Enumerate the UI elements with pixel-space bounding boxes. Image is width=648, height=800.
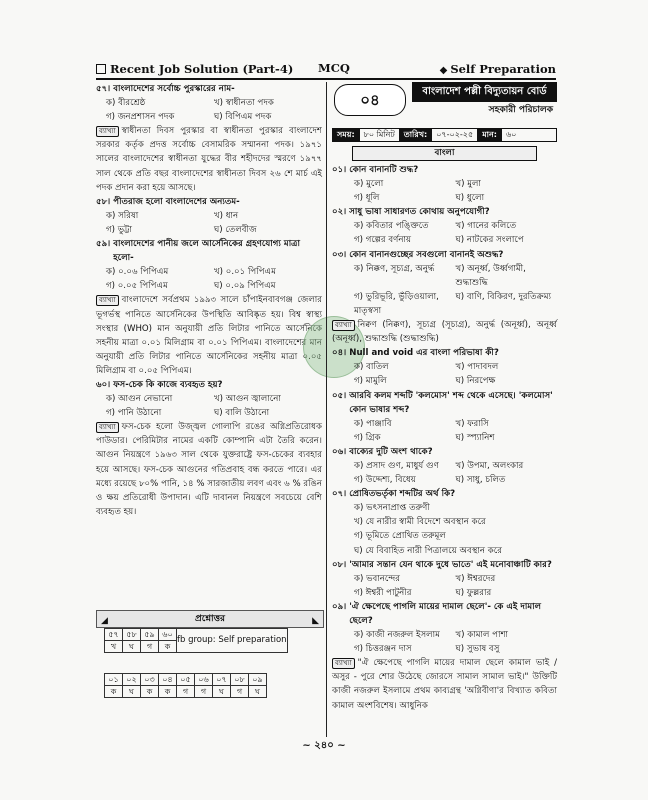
answer-number: ০৪ <box>159 674 177 686</box>
question-text <box>332 389 557 417</box>
subject-title: বাংলা <box>352 146 537 161</box>
column-divider <box>326 82 327 737</box>
answer-key-title: ◢ প্রশ্নোত্তর ◣ <box>96 610 324 628</box>
question-number: ৫৯। <box>96 239 111 250</box>
question-item <box>332 600 557 713</box>
option: ঘ) যে বিবাহিত নারী পিত্রালয়ে অবস্থান করে <box>354 545 502 556</box>
header-left: Recent Job Solution (Part-4) <box>96 62 293 76</box>
answer-value: ঘ <box>123 686 141 698</box>
question-stem: ফস-চেক কি কাজে ব্যবহৃত হয়? <box>113 379 223 390</box>
explanation <box>96 420 322 519</box>
option: গ) ০.০৫ পিপিএম <box>106 281 168 292</box>
option: ক) বীরশ্রেষ্ঠ <box>106 98 146 109</box>
question-stem: আরবি কলম শব্দটি 'কলমোস' শব্দ থেকে এসেছে। 'কলমোস' কোন ভাষার শব্দ? <box>349 390 553 415</box>
options-grid <box>96 392 322 420</box>
question-stem: 'আমার সন্তান যেন থাকে দুধে ভাতে' এই মনোবাঞ্চাটি কার? <box>349 559 552 570</box>
question-number: ০২। <box>332 207 347 218</box>
option: ঘ) সুভাষ বসু <box>455 644 500 655</box>
question-text <box>96 378 322 392</box>
question-number: ০৭। <box>332 489 347 500</box>
answer-number: ৫৯ <box>141 629 159 641</box>
answer-value: ক <box>159 641 177 653</box>
answer-number: ০১ <box>105 674 123 686</box>
question-number: ০৩। <box>332 249 347 260</box>
explanation-tag: ব্যাখ্যা <box>332 320 355 331</box>
answer-number: ৫৭ <box>105 629 123 641</box>
question-stem: প্রোষিতভর্তৃকা শব্দটির অর্থ কি? <box>349 489 456 500</box>
checkbox-icon <box>96 64 106 74</box>
explanation-text: নিক্বণ (নিক্কণ), সূচ্যগ্র (সূচ্যগ্র), অনুর্দ্ধ (অনূর্ধ্ব), অনূর্ধ্ব (অনূর্ধ্ব), শুদ্ধাশুদ্ধি (শুদ্ধাশুদ্ধি) <box>332 320 557 345</box>
explanation <box>332 318 557 346</box>
answer-number: ০৬ <box>195 674 213 686</box>
question-stem: Null and void এর বাংলা পরিভাষা কী? <box>349 348 499 359</box>
header-right: ◆ Self Preparation <box>439 62 556 76</box>
right-questions <box>332 163 557 713</box>
question-item <box>96 378 322 519</box>
answer-number: ০২ <box>123 674 141 686</box>
page-number: ~ ২৪০ ~ <box>302 740 346 751</box>
options-grid <box>96 209 322 237</box>
option: গ) ভূমিতে প্রোথিত তরুমূল <box>354 531 446 542</box>
option: গ) উদ্দেশ্য, বিধেয় <box>354 475 416 486</box>
question-stem: বাক্যের দুটি অংশ থাকে? <box>349 446 433 457</box>
question-item <box>332 248 557 347</box>
question-number: ৫৮। <box>96 196 111 207</box>
explanation-text: ফস-চেক হলো উজ্জ্বল গোলাপি রঙের অগ্নিপ্রতিরোধক পাউডার। পেরিমিটার নামের একটি কোম্পানি এটা তৈরি করেন। আগুন নিয়ন্ত্রণে ১৯৬৩ সাল থেকে যুক্তরাষ্ট্রে ফস-চেকের ব্যবহার হয়ে আসছে। ফস-চেক আগুনের গতিপ্রবাহ বন্ধ করতে পারে। এর মধ্যে রয়েছে ৮০% পানি, ১৪ % সারজাতীয় লবণ এবং ৬ % রঙিন ও ক্ষয় প্রতিরোধী উপাদান। এটি দাবানল নিয়ন্ত্রণে সবচেয়ে বেশি ব্যবহৃত হয়। <box>96 422 322 517</box>
option: খ) ফরাসি <box>455 418 489 429</box>
answer-key-table-2 <box>104 673 267 698</box>
options-grid <box>332 262 557 318</box>
answer-number: ০৮ <box>231 674 249 686</box>
answer-value: ক <box>141 686 159 698</box>
option: গ) চিত্তরঞ্জন দাস <box>354 644 412 655</box>
option: গ) গল্পের বর্ণনায় <box>354 235 412 246</box>
options-grid <box>332 219 557 247</box>
question-item <box>96 82 322 195</box>
question-text <box>332 600 557 628</box>
explanation-tag: ব্যাখ্যা <box>96 295 119 306</box>
question-number: ৬০। <box>96 379 111 390</box>
option: ক) আগুন নেভানো <box>106 394 173 405</box>
answer-value: ঘ <box>213 686 231 698</box>
explanation-tag: ব্যাখ্যা <box>96 422 119 433</box>
question-item <box>332 445 557 487</box>
group-label: fb group: Self preparation <box>177 629 288 653</box>
question-number: ০৪। <box>332 348 347 359</box>
option: খ) ০.০১ পিপিএম <box>214 267 276 278</box>
exam-header <box>332 82 557 126</box>
explanation-text: "ঐ ক্ষেপেছে পাগলি মায়ের দামাল ছেলে কামাল ভাই / অসুর - পুরে শোর উঠেছে জোরসে সামাল সামাল ভাই।" উক্তিটি কাজী নজরুল ইসলামে প্রথম কাব্যগ্রন্থ 'অগ্নিবীণা'র বিখ্যাত কবিতা কামাল অংশবিশেষ। আধুনিক <box>332 658 557 711</box>
diamond-icon: ◆ <box>439 65 448 76</box>
option: ক) মুলো <box>354 179 384 190</box>
question-stem: কোন বানানগুচ্ছের সবগুলো বানানই অশুদ্ধ? <box>349 249 504 260</box>
question-text <box>96 195 322 209</box>
answer-value: গ <box>141 641 159 653</box>
question-stem: সাধু ভাষা সাধারণত কোথায় অনুপযোগী? <box>349 207 490 218</box>
question-stem: 'ঐ ক্ষেপেছে পাগলি মায়ের দামাল ছেলে'- কে এই দামাল ছেলে? <box>349 601 542 626</box>
option: খ) উপমা, অলংকার <box>455 460 524 471</box>
option: গ) মামুলি <box>354 376 387 387</box>
answer-value: ক <box>159 686 177 698</box>
question-number: ৫৭। <box>96 84 111 94</box>
option: ক) ভবানন্দের <box>354 573 400 584</box>
option: খ) গানের কলিতে <box>455 221 517 232</box>
option: ক) কবিতার পঙ্ক্তিতে <box>354 221 429 232</box>
option: খ) যে নারীর স্বামী বিদেশে অবস্থান করে <box>354 517 486 528</box>
answer-number: ০৯ <box>249 674 267 686</box>
question-number: ০৯। <box>332 601 347 612</box>
options-grid <box>332 360 557 388</box>
option: ঘ) বালি উঠানো <box>214 408 270 419</box>
options-grid <box>332 628 557 656</box>
triangle-icon: ◣ <box>312 616 319 626</box>
options-grid <box>332 177 557 205</box>
option: ঘ) বিপিএম পদক <box>214 112 272 123</box>
option: ঘ) নাটকের সংলাপে <box>455 235 524 246</box>
answer-number: ০৩ <box>141 674 159 686</box>
option: গ) ভুরিভূরি, ভুঁড়িওয়ালা, মাতৃস্বসা <box>354 291 439 316</box>
answer-value: খ <box>105 641 123 653</box>
question-text <box>332 487 557 501</box>
explanation-text: স্বাধীনতা দিবস পুরস্কার বা স্বাধীনতা পুরস্কার বাংলাদেশ সরকার কর্তৃক প্রদত্ত সর্বোচ্চ বেসামরিক সম্মাননা পদক। ১৯৭১ সালের বাংলাদেশের স্বাধীনতা যুদ্ধের বীর শহীদদের স্মরণে ১৯৭৭ সাল থেকে প্রতি বছর বাংলাদেশের স্বাধীনতা দিবস ২৬ শে মার্চ এই পদক প্রদান করা হয়ে আসছে। <box>96 126 322 193</box>
answer-number: ৫৮ <box>123 629 141 641</box>
question-text <box>96 237 322 265</box>
option: গ) জনপ্রশাসন পদক <box>106 112 175 123</box>
question-item <box>332 558 557 600</box>
answer-value: ক <box>105 686 123 698</box>
option: খ) আগুন জ্বালানো <box>214 394 281 405</box>
answer-value: গ <box>177 686 195 698</box>
answer-value: গ <box>231 686 249 698</box>
answer-number: ০৭ <box>213 674 231 686</box>
option: খ) স্বাধীনতা পদক <box>214 98 274 109</box>
question-text <box>332 248 557 262</box>
option: গ) পানি উঠানো <box>106 408 162 419</box>
explanation-tag: ব্যাখ্যা <box>332 658 355 669</box>
option: খ) ধান <box>214 210 239 221</box>
option: ঘ) সাধু, চলিত <box>455 475 506 486</box>
organization-name: বাংলাদেশ পল্লী বিদ্যুতায়ন বোর্ড <box>412 82 557 102</box>
question-number: ০১। <box>332 165 347 175</box>
question-item <box>332 389 557 445</box>
option: ক) ভৎসনাপ্রাপ্ত তরুণী <box>354 503 430 514</box>
option: গ) গ্রিক <box>354 432 381 443</box>
option: ক) সরিষা <box>106 210 139 221</box>
option: ঘ) ফুল্লরার <box>455 587 492 598</box>
answer-value: গ <box>195 686 213 698</box>
answer-key-table-1 <box>104 628 288 653</box>
exam-number: ০৪ <box>334 84 406 116</box>
option: খ) কামাল পাশা <box>455 630 509 641</box>
options-grid <box>332 459 557 487</box>
option: ঘ) নিরপেক্ষ <box>455 376 496 387</box>
option: ক) বাতিল <box>354 362 389 373</box>
question-text <box>332 205 557 219</box>
question-item <box>96 237 322 378</box>
question-number: ০৫। <box>332 390 347 401</box>
question-item <box>332 163 557 205</box>
option: ক) প্রসাদ গুণ, মাধুর্য গুণ <box>354 460 439 471</box>
option: ক) কাজী নজরুল ইসলাম <box>354 630 440 641</box>
answer-number: ০৫ <box>177 674 195 686</box>
option: ঘ) ধুলো <box>455 193 485 204</box>
question-text <box>96 82 322 96</box>
option: ঘ) স্প্যানিশ <box>455 432 495 443</box>
option: গ) ধূলি <box>354 193 380 204</box>
option: খ) মুলা <box>455 179 481 190</box>
header-center: MCQ <box>318 61 350 75</box>
answer-number: ৬০ <box>159 629 177 641</box>
option: ঘ) বাণি, বিকিরণ, দুরতিক্রম্য <box>455 291 551 302</box>
question-stem: বাংলাদেশের পানীয় জলে আর্সেনিকের গ্রহণযোগ্য মাত্রা হলো- <box>113 239 300 264</box>
question-item <box>332 487 557 557</box>
question-stem: কোন বানানটি শুদ্ধ? <box>349 165 419 175</box>
answer-value: ঘ <box>123 641 141 653</box>
options-grid <box>332 572 557 600</box>
right-column <box>332 82 557 713</box>
explanation-text: বাংলাদেশে সর্বপ্রথম ১৯৯৩ সালে চাঁপাইনবাবগঞ্জ জেলার ভূগর্ভস্থ পানিতে আর্সেনিকের উপস্থিতি আবিষ্কৃত হয়। বিশ্ব স্বাস্থ্য সংস্থার (WHO) মান অনুযায়ী প্রতি লিটার পানিতে আর্সেনিকে সহনীয় মাত্রা ০.০১ মিলিগ্রাম বা ০.০১ পিপিএম। বাংলাদেশের মান অনুযায়ী প্রতি লিটার পানিতে আর্সেনিকের সহনীয় মাত্রা ০.০৫ মিলিগ্রাম বা ০.০৫ পিপিএম। <box>96 295 322 376</box>
options-grid <box>96 265 322 293</box>
option: গ) ভুট্টা <box>106 224 133 235</box>
question-item <box>332 346 557 388</box>
question-text <box>332 558 557 572</box>
option: গ) ঈশ্বরী পাটুনীর <box>354 587 412 598</box>
options-list <box>332 501 557 557</box>
question-number: ০৮। <box>332 559 347 570</box>
options-grid <box>332 417 557 445</box>
left-column <box>96 82 322 519</box>
option: ক) ০.০৬ পিপিএম <box>106 267 169 278</box>
question-number: ০৬। <box>332 446 347 457</box>
question-text <box>332 346 557 360</box>
option: ক) নিক্কণ, সূচ্যগ্র, অনুর্দ্ধ <box>354 263 435 274</box>
option: খ) পাদাবদল <box>455 362 499 373</box>
option: খ) ঈশ্বরদের <box>455 573 496 584</box>
question-stem: পীতরাজ হলো বাংলাদেশের অন্যতম- <box>113 196 240 207</box>
question-text <box>332 163 557 177</box>
post-name: সহকারী পরিচালক <box>488 105 553 115</box>
question-item <box>332 205 557 247</box>
answer-value: ঘ <box>249 686 267 698</box>
options-grid <box>96 96 322 124</box>
exam-meta: সময়: ৮০ মিনিট তারিখ: ০৭-০২-২৫ মান: ৬০ <box>332 128 557 142</box>
option: ঘ) ০.০৯ পিপিএম <box>214 281 276 292</box>
option: ক) পাঞ্জাবি <box>354 418 392 429</box>
question-item <box>96 195 322 237</box>
explanation <box>96 124 322 194</box>
option: ঘ) তেলবীজ <box>214 224 257 235</box>
explanation-tag: ব্যাখ্যা <box>96 126 119 137</box>
option: খ) অনূর্ধ্ব, উর্ধ্বগামী, শুদ্ধাশুদ্ধি <box>455 263 526 288</box>
explanation <box>332 656 557 712</box>
explanation <box>96 293 322 378</box>
page-header <box>96 60 556 80</box>
question-text <box>332 445 557 459</box>
triangle-icon: ◢ <box>101 616 108 626</box>
question-stem: বাংলাদেশের সর্বোচ্চ পুরস্কারের নাম- <box>113 84 235 94</box>
